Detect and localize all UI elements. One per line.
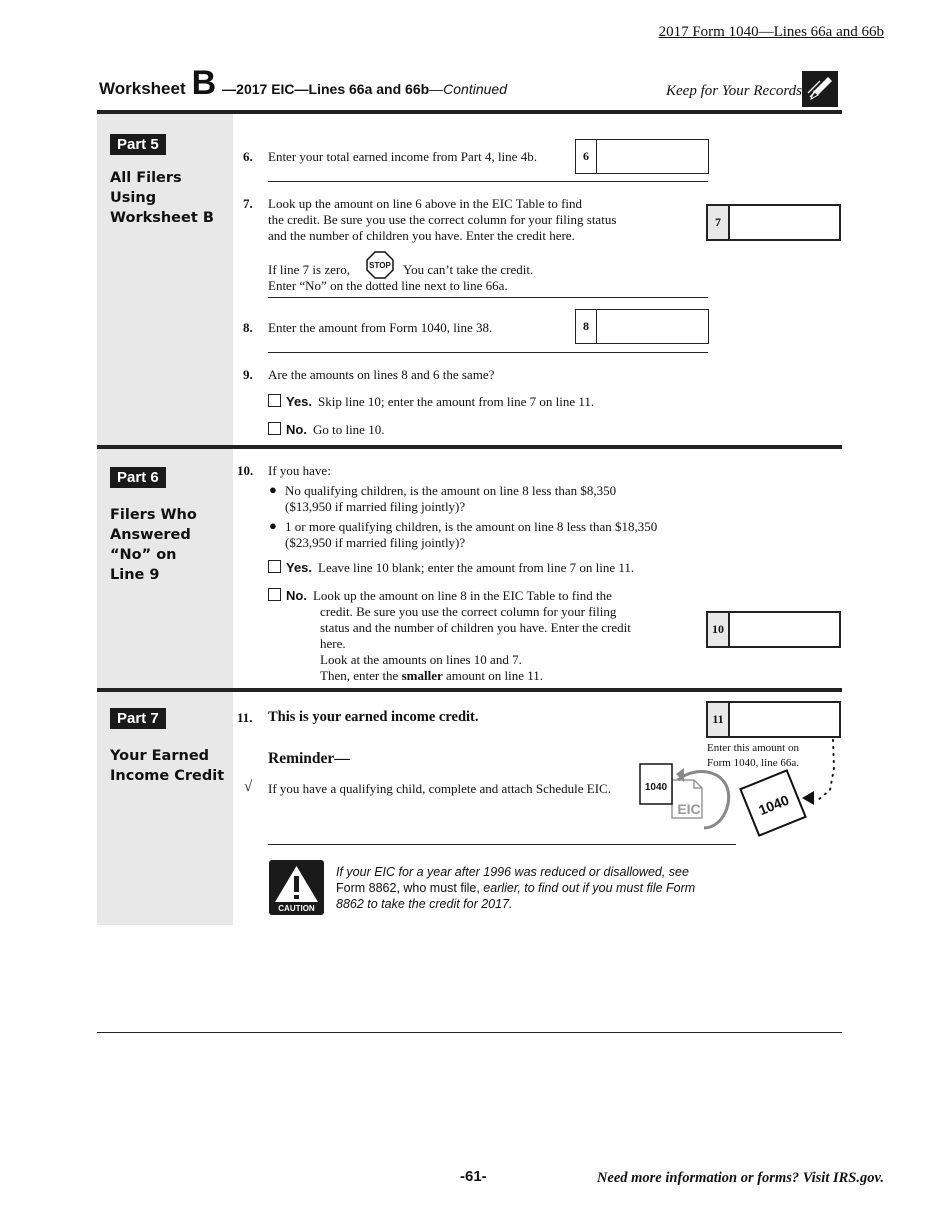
svg-text:1040: 1040 [756,791,792,819]
worksheet-title [99,64,507,102]
reminder-text: If you have a qualifying child, complete and attach Schedule EIC. [268,781,611,796]
running-header: 2017 Form 1040—Lines 66a and 66b [658,24,884,40]
worksheet-word: Worksheet [99,79,186,98]
line7-text-3: and the number of children you have. Enter the credit here. [268,228,575,243]
divider [268,352,708,353]
attach-schedule-icon [636,760,736,845]
keep-for-records: Keep for Your Records [666,83,802,99]
line11-number: 11. [237,710,253,725]
line10-bullet1-b: ($13,950 if married filing jointly)? [285,499,466,514]
line6-text: Enter your total earned income from Part 4, line 4b. [268,149,537,164]
line6-number: 6. [243,149,253,164]
divider [268,181,708,182]
line8-entry-box[interactable] [575,309,709,344]
line10-bullet1-a: No qualifying children, is the amount on line 8 less than $8,350 [285,483,617,498]
line10-intro: If you have: [268,463,331,478]
part5-description: All Filers Using Worksheet B [110,170,214,226]
svg-text:CAUTION: CAUTION [278,904,315,913]
caution-text: If your EIC for a year after 1996 was reduced or disallowed, see Form 8862, who must file, earlier, to find out if you must file Form 8862 to take the credit for 2017. [336,865,696,911]
line10-no-text-4: here. [320,636,346,651]
line10-entry-box[interactable] [706,611,841,648]
footer-info: Need more information or forms? Visit IRS.gov. [596,1170,884,1186]
svg-text:1040: 1040 [644,782,668,793]
line10-number: 10. [237,463,254,478]
line10-bullet2-b: ($23,950 if married filing jointly)? [285,535,466,550]
line9-yes-checkbox[interactable] [268,394,281,407]
page-number: -61- [460,1168,487,1185]
part7-description: Your Earned Income Credit [110,748,225,784]
bullet-icon: ● [269,482,277,497]
line9-text: Are the amounts on lines 8 and 6 the same? [268,367,495,382]
line9-yes-option: Yes. Skip line 10; enter the amount from line 7 on line 11. [268,394,594,411]
svg-text:STOP: STOP [369,261,391,270]
line9-number: 9. [243,367,253,382]
line11-box-label: 11 [708,703,730,736]
check-mark-icon: √ [244,779,253,795]
line10-box-label: 10 [708,613,730,646]
line7-number: 7. [243,196,253,211]
line8-box-label: 8 [576,310,597,343]
part7-tag: Part 7 [110,708,166,729]
part5-sidebar [97,114,233,445]
line7-text-2: the credit. Be sure you use the correct column for your filing status [268,212,617,227]
enter-amount-note: Enter this amount on Form 1040, line 66a. [707,742,799,769]
line7-text-1: Look up the amount on line 6 above in the EIC Table to find [268,196,583,211]
line11-text: This is your earned income credit. [268,709,479,725]
stop-line2: Enter “No” on the dotted line next to line 66a. [268,278,508,293]
line10-no-checkbox[interactable] [268,588,281,601]
line10-bullet2-a: 1 or more qualifying children, is the amount on line 8 less than $18,350 [285,519,658,534]
pencil-icon [802,71,838,107]
svg-text:EIC: EIC [677,801,701,817]
part-divider [97,445,842,449]
line11-entry-box[interactable] [706,701,841,738]
form-1040-arrow-icon [738,738,838,845]
line7-entry-box[interactable] [706,204,841,241]
part5-tag: Part 5 [110,134,166,155]
part6-description: Filers Who Answered “No” on Line 9 [110,507,197,583]
line8-text: Enter the amount from Form 1040, line 38. [268,320,493,335]
line10-yes-option: Yes. Leave line 10 blank; enter the amount from line 7 on line 11. [268,560,634,577]
line10-no-option: No. Look up the amount on line 8 in the EIC Table to find the [268,588,612,605]
line10-no-text-2: credit. Be sure you use the correct column for your filing [320,604,617,619]
stop-post: You can’t take the credit. [403,262,534,277]
line6-box-label: 6 [576,140,597,173]
part6-tag: Part 6 [110,467,166,488]
line10-yes-checkbox[interactable] [268,560,281,573]
worksheet-subtitle: —2017 EIC—Lines 66a and 66b—Continued [222,81,507,97]
line10-no-text-6: Then, enter the smaller amount on line 11. [320,668,543,683]
caution-icon [269,860,324,920]
worksheet-letter: B [191,64,217,102]
line9-no-option: No. Go to line 10. [268,422,384,439]
reminder-heading: Reminder— [268,750,350,767]
part-divider [97,688,842,692]
line10-no-text-3: status and the number of children you have. Enter the credit [320,620,631,635]
line6-entry-box[interactable] [575,139,709,174]
line10-no-text-5: Look at the amounts on lines 10 and 7. [320,652,522,667]
divider [268,297,708,298]
stop-pre: If line 7 is zero, [268,262,350,277]
bullet-icon: ● [269,518,277,533]
divider [268,844,736,845]
line7-box-label: 7 [708,206,730,239]
line8-number: 8. [243,320,253,335]
line9-no-checkbox[interactable] [268,422,281,435]
bottom-rule [97,1032,842,1033]
